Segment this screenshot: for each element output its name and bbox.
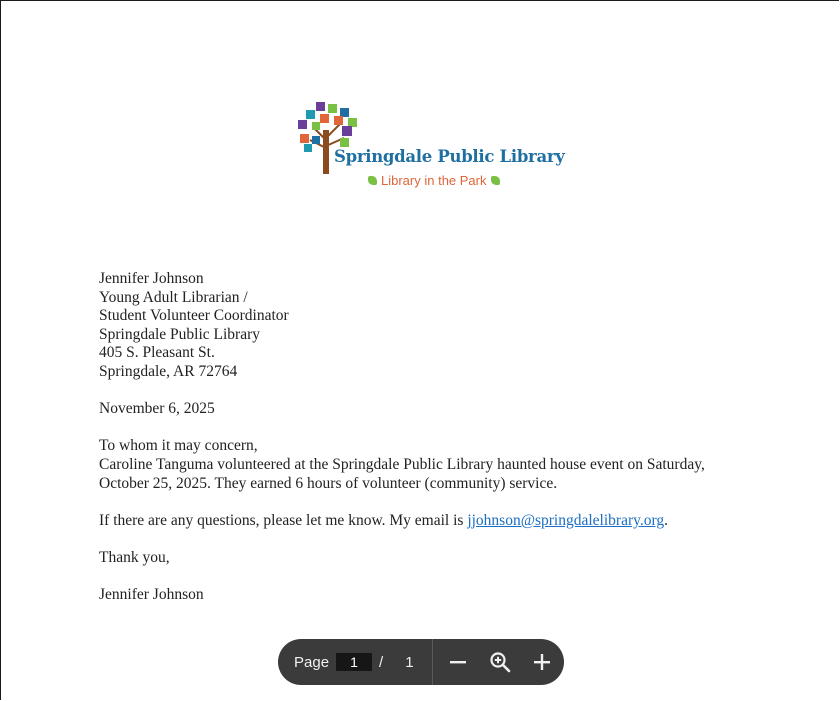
sender-organization: Springdale Public Library	[99, 325, 260, 343]
total-pages: 1	[405, 653, 414, 671]
minus-icon	[448, 652, 468, 672]
email-link[interactable]: jjohnson@springdalelibrary.org	[467, 511, 665, 529]
library-logo	[296, 100, 565, 192]
letter-date: November 6, 2025	[99, 400, 215, 418]
closing: Thank you,	[99, 548, 170, 566]
contact-suffix: .	[664, 511, 668, 529]
body-line-1: Caroline Tanguma volunteered at the Springdale Public Library haunted house event on Saturday,	[99, 455, 705, 473]
contact-prefix: If there are any questions, please let me know. My email is	[99, 511, 468, 529]
letter-body	[99, 270, 759, 623]
sender-block	[99, 270, 759, 382]
pdf-toolbar	[278, 639, 564, 685]
zoom-fit-button[interactable]	[483, 645, 517, 679]
page-label: Page	[294, 653, 330, 671]
salutation: To whom it may concern,	[99, 437, 258, 455]
logo-subtitle	[368, 171, 500, 189]
toolbar-divider	[432, 639, 433, 685]
zoom-out-button[interactable]	[441, 645, 475, 679]
contact-paragraph	[99, 512, 759, 531]
tree-logo-icon	[296, 100, 362, 178]
page-separator: /	[379, 653, 384, 671]
signature: Jennifer Johnson	[99, 586, 204, 604]
leaf-icon	[491, 176, 500, 185]
sender-street: 405 S. Pleasant St.	[99, 344, 215, 362]
page-number-input[interactable]	[336, 653, 372, 671]
plus-icon	[532, 652, 552, 672]
zoom-icon	[489, 651, 511, 673]
logo-title: Springdale Public Library	[334, 147, 565, 166]
sender-title-2: Student Volunteer Coordinator	[99, 307, 289, 325]
sender-city: Springdale, AR 72764	[99, 362, 238, 380]
letter-main	[99, 437, 759, 493]
zoom-in-button[interactable]	[525, 645, 559, 679]
leaf-icon	[368, 176, 377, 185]
sender-title-1: Young Adult Librarian /	[99, 288, 248, 306]
body-line-2: October 25, 2025. They earned 6 hours of volunteer (community) service.	[99, 474, 558, 492]
sender-name: Jennifer Johnson	[99, 270, 204, 287]
logo-subtitle-text: Library in the Park	[381, 172, 487, 188]
